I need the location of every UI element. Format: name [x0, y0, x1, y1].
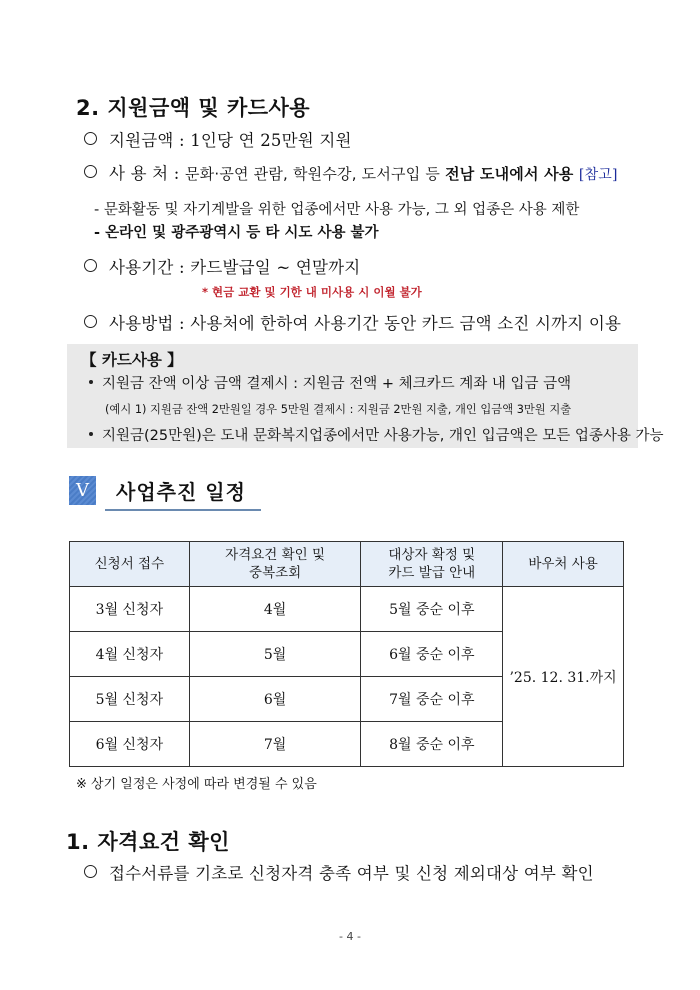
card-usage-box [67, 344, 664, 448]
section-heading-schedule: 사업추진 일정 [116, 480, 246, 504]
value: 문화·공연 관람, 학원수강, 도서구입 등 [184, 165, 446, 183]
cell-application: 5월 신청자 [70, 677, 190, 722]
heading-underline [105, 509, 261, 511]
cell-voucher-deadline: ’25. 12. 31.까지 [503, 587, 624, 767]
card-usage-example: (예시 1) 지원금 잔액 2만원일 경우 5만원 결제시 : 지원금 2만원 지출, 개인 입금액 3만원 지출 [105, 403, 572, 416]
header-text: 신청서 접수 [94, 556, 165, 572]
label: 사 용 처 [109, 164, 169, 183]
card-usage-title: 【 카드사용 】 [81, 351, 183, 369]
separator: : [168, 164, 185, 183]
circle-bullet-icon [84, 865, 97, 878]
label: 사용기간 [109, 258, 174, 277]
header-eligibility-check [189, 542, 361, 587]
cell-eligibility: 5월 [189, 632, 361, 677]
cell-eligibility: 7월 [189, 722, 361, 767]
card-usage-line-2 [89, 424, 664, 445]
card-usage-line-1 [89, 372, 571, 393]
reference-link[interactable]: [참고] [578, 167, 618, 183]
circle-bullet-icon [84, 132, 97, 145]
dot-bullet-icon [89, 432, 93, 436]
header-application [70, 542, 190, 587]
header-text: 중복조회 [249, 565, 302, 581]
sub-note-industry-limit: - 문화활동 및 자기계발을 위한 업종에서만 사용 가능, 그 외 업종은 사용 제한 [94, 202, 580, 218]
table-header-row [70, 542, 624, 587]
header-text: 바우처 사용 [528, 556, 598, 572]
header-voucher-use [503, 542, 624, 587]
header-text: 자격요건 확인 및 [225, 547, 326, 563]
cell-confirmation: 6월 중순 이후 [361, 632, 503, 677]
header-confirmation [361, 542, 503, 587]
cell-confirmation: 8월 중순 이후 [361, 722, 503, 767]
card-usage-text: 지원금(25만원)은 도내 문화복지업종에서만 사용가능, 개인 입금액은 모든 업종사용 가능 [102, 428, 664, 444]
separator: : [173, 258, 191, 277]
separator: : [173, 131, 191, 150]
value: 1인당 연 25만원 지원 [190, 131, 352, 150]
sub-note-region-limit: - 온라인 및 광주광역시 등 타 시도 사용 불가 [94, 225, 379, 241]
bullet-usage-period [84, 254, 360, 278]
circle-bullet-icon [84, 259, 97, 272]
table-row [70, 587, 624, 632]
schedule-table [69, 541, 624, 767]
bullet-support-amount [84, 127, 352, 151]
label: 사용방법 [109, 314, 174, 333]
circle-bullet-icon [84, 315, 97, 328]
schedule-footnote: ※ 상기 일정은 사정에 따라 변경될 수 있음 [76, 777, 317, 792]
cell-application: 3월 신청자 [70, 587, 190, 632]
cell-confirmation: 5월 중순 이후 [361, 587, 503, 632]
period-warning-note: * 현금 교환 및 기한 내 미사용 시 이월 불가 [202, 285, 422, 299]
bullet-eligibility-check [84, 860, 594, 884]
value: 사용처에 한하여 사용기간 동안 카드 금액 소진 시까지 이용 [190, 314, 622, 333]
value: 접수서류를 기초로 신청자격 충족 여부 및 신청 제외대상 여부 확인 [109, 864, 594, 883]
cell-confirmation: 7월 중순 이후 [361, 677, 503, 722]
label: 지원금액 [109, 131, 174, 150]
cell-application: 6월 신청자 [70, 722, 190, 767]
bullet-usage-place [84, 160, 618, 184]
section-heading-support-amount: 2. 지원금액 및 카드사용 [76, 96, 311, 120]
card-usage-text: 지원금 잔액 이상 금액 결제시 : 지원금 전액 + 체크카드 계좌 내 입금 금액 [102, 376, 572, 392]
page-number: - 4 - [339, 930, 361, 943]
value: 카드발급일 ~ 연말까지 [190, 258, 361, 277]
circle-bullet-icon [84, 165, 97, 178]
dot-bullet-icon [89, 380, 93, 384]
header-text: 대상자 확정 및 [388, 547, 476, 563]
cell-eligibility: 6월 [189, 677, 361, 722]
cell-application: 4월 신청자 [70, 632, 190, 677]
separator: : [173, 314, 191, 333]
section-heading-eligibility: 1. 자격요건 확인 [66, 830, 230, 854]
header-text: 카드 발급 안내 [388, 565, 476, 581]
section-number-badge: V [69, 476, 96, 505]
value-emphasis: 전남 도내에서 사용 [445, 165, 574, 183]
cell-eligibility: 4월 [189, 587, 361, 632]
bullet-usage-method [84, 310, 621, 334]
